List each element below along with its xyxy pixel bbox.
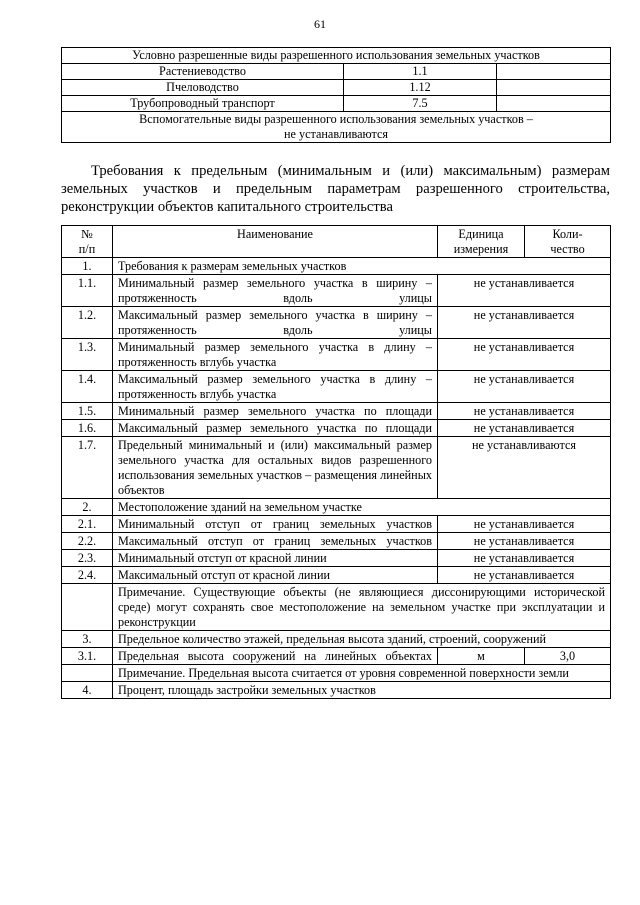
table-row	[62, 437, 611, 499]
table-row	[62, 258, 611, 275]
section-title: Процент, площадь застройки земельных участков	[113, 682, 611, 699]
row-number: 2.1.	[62, 516, 113, 533]
conditional-uses-header: Условно разрешенные виды разрешенного использования земельных участков	[62, 48, 611, 64]
row-value: не устанавливается	[438, 420, 611, 437]
row-quantity: 3,0	[525, 648, 611, 665]
row-value: не устанавливаются	[438, 437, 611, 499]
table-row	[62, 403, 611, 420]
table-row	[62, 550, 611, 567]
empty-cell	[62, 665, 113, 682]
table-row	[62, 516, 611, 533]
row-number: 1.7.	[62, 437, 113, 499]
row-value: не устанавливается	[438, 403, 611, 420]
requirements-heading-text: Требования к предельным (минимальным и (или) максимальным) размерам земельных участков и предельным параметрам разрешенного строительства, реконструкции объектов капитального строительства	[61, 163, 610, 215]
row-value: не устанавливается	[438, 550, 611, 567]
row-name: Максимальный размер земельного участка в длину – протяженность вглубь участка	[113, 371, 438, 403]
row-number: 2.4.	[62, 567, 113, 584]
permitted-uses-table	[61, 47, 611, 143]
row-value: не устанавливается	[438, 371, 611, 403]
parameters-table	[61, 225, 611, 699]
col-header-quantity: Коли- чество	[525, 226, 611, 258]
row-number: 1.2.	[62, 307, 113, 339]
table-row	[62, 80, 611, 96]
empty-cell	[62, 584, 113, 631]
use-name: Трубопроводный транспорт	[62, 96, 344, 112]
note-row	[62, 584, 611, 631]
note-row	[62, 665, 611, 682]
table-row	[62, 96, 611, 112]
row-value: не устанавливается	[438, 516, 611, 533]
empty-cell	[497, 80, 611, 96]
note-text: Примечание. Существующие объекты (не являющиеся диссонирующими исторической среде) могут сохранять свое местоположение на земельном участке при эксплуатации и реконструкции	[113, 584, 611, 631]
row-number: 4.	[62, 682, 113, 699]
row-name: Минимальный размер земельного участка в длину – протяженность вглубь участка	[113, 339, 438, 371]
row-number: 1.4.	[62, 371, 113, 403]
row-unit: м	[438, 648, 525, 665]
row-name: Предельная высота сооружений на линейных объектах	[113, 648, 438, 665]
section-title: Местоположение зданий на земельном участке	[113, 499, 611, 516]
table-row	[62, 371, 611, 403]
table-row	[62, 682, 611, 699]
use-code: 1.12	[344, 80, 497, 96]
row-name: Минимальный размер земельного участка по площади	[113, 403, 438, 420]
use-name: Пчеловодство	[62, 80, 344, 96]
col-header-number: № п/п	[62, 226, 113, 258]
section-title: Требования к размерам земельных участков	[113, 258, 611, 275]
row-name: Минимальный отступ от границ земельных участков	[113, 516, 438, 533]
row-number: 1.5.	[62, 403, 113, 420]
table-row	[62, 420, 611, 437]
row-value: не устанавливается	[438, 307, 611, 339]
table-row	[62, 64, 611, 80]
row-number: 2.	[62, 499, 113, 516]
row-number: 1.1.	[62, 275, 113, 307]
use-code: 7.5	[344, 96, 497, 112]
empty-cell	[497, 64, 611, 80]
row-number: 1.6.	[62, 420, 113, 437]
table-row	[62, 567, 611, 584]
use-name: Растениеводство	[62, 64, 344, 80]
table-header-row	[62, 226, 611, 258]
table-row	[62, 307, 611, 339]
row-number: 2.3.	[62, 550, 113, 567]
row-name: Максимальный размер земельного участка в ширину – протяженность вдоль улицы	[113, 307, 438, 339]
table-row	[62, 499, 611, 516]
row-value: не устанавливается	[438, 339, 611, 371]
requirements-heading	[61, 162, 610, 216]
row-number: 3.	[62, 631, 113, 648]
section-title: Предельное количество этажей, предельная высота зданий, строений, сооружений	[113, 631, 611, 648]
auxiliary-uses-line1: Вспомогательные виды разрешенного использования земельных участков –	[139, 112, 533, 126]
page-number: 61	[314, 17, 326, 31]
row-name: Минимальный отступ от красной линии	[113, 550, 438, 567]
use-code: 1.1	[344, 64, 497, 80]
table-row	[62, 339, 611, 371]
row-name: Максимальный отступ от красной линии	[113, 567, 438, 584]
table-row	[62, 533, 611, 550]
table-row	[62, 648, 611, 665]
row-name: Максимальный размер земельного участка по площади	[113, 420, 438, 437]
row-number: 1.	[62, 258, 113, 275]
note-text: Примечание. Предельная высота считается от уровня современной поверхности земли	[113, 665, 611, 682]
row-name: Минимальный размер земельного участка в ширину – протяженность вдоль улицы	[113, 275, 438, 307]
col-header-name: Наименование	[113, 226, 438, 258]
row-value: не устанавливается	[438, 567, 611, 584]
table-row	[62, 631, 611, 648]
col-header-unit: Единица измерения	[438, 226, 525, 258]
row-name: Предельный минимальный и (или) максимальный размер земельного участка для остальных видов разрешенного использования земельных участков – размещения линейных объектов	[113, 437, 438, 499]
row-number: 2.2.	[62, 533, 113, 550]
row-number: 3.1.	[62, 648, 113, 665]
auxiliary-uses-cell	[62, 112, 611, 143]
row-value: не устанавливается	[438, 275, 611, 307]
auxiliary-uses-line2: не устанавливаются	[284, 127, 388, 141]
table-row	[62, 275, 611, 307]
row-value: не устанавливается	[438, 533, 611, 550]
row-name: Максимальный отступ от границ земельных участков	[113, 533, 438, 550]
empty-cell	[497, 96, 611, 112]
row-number: 1.3.	[62, 339, 113, 371]
